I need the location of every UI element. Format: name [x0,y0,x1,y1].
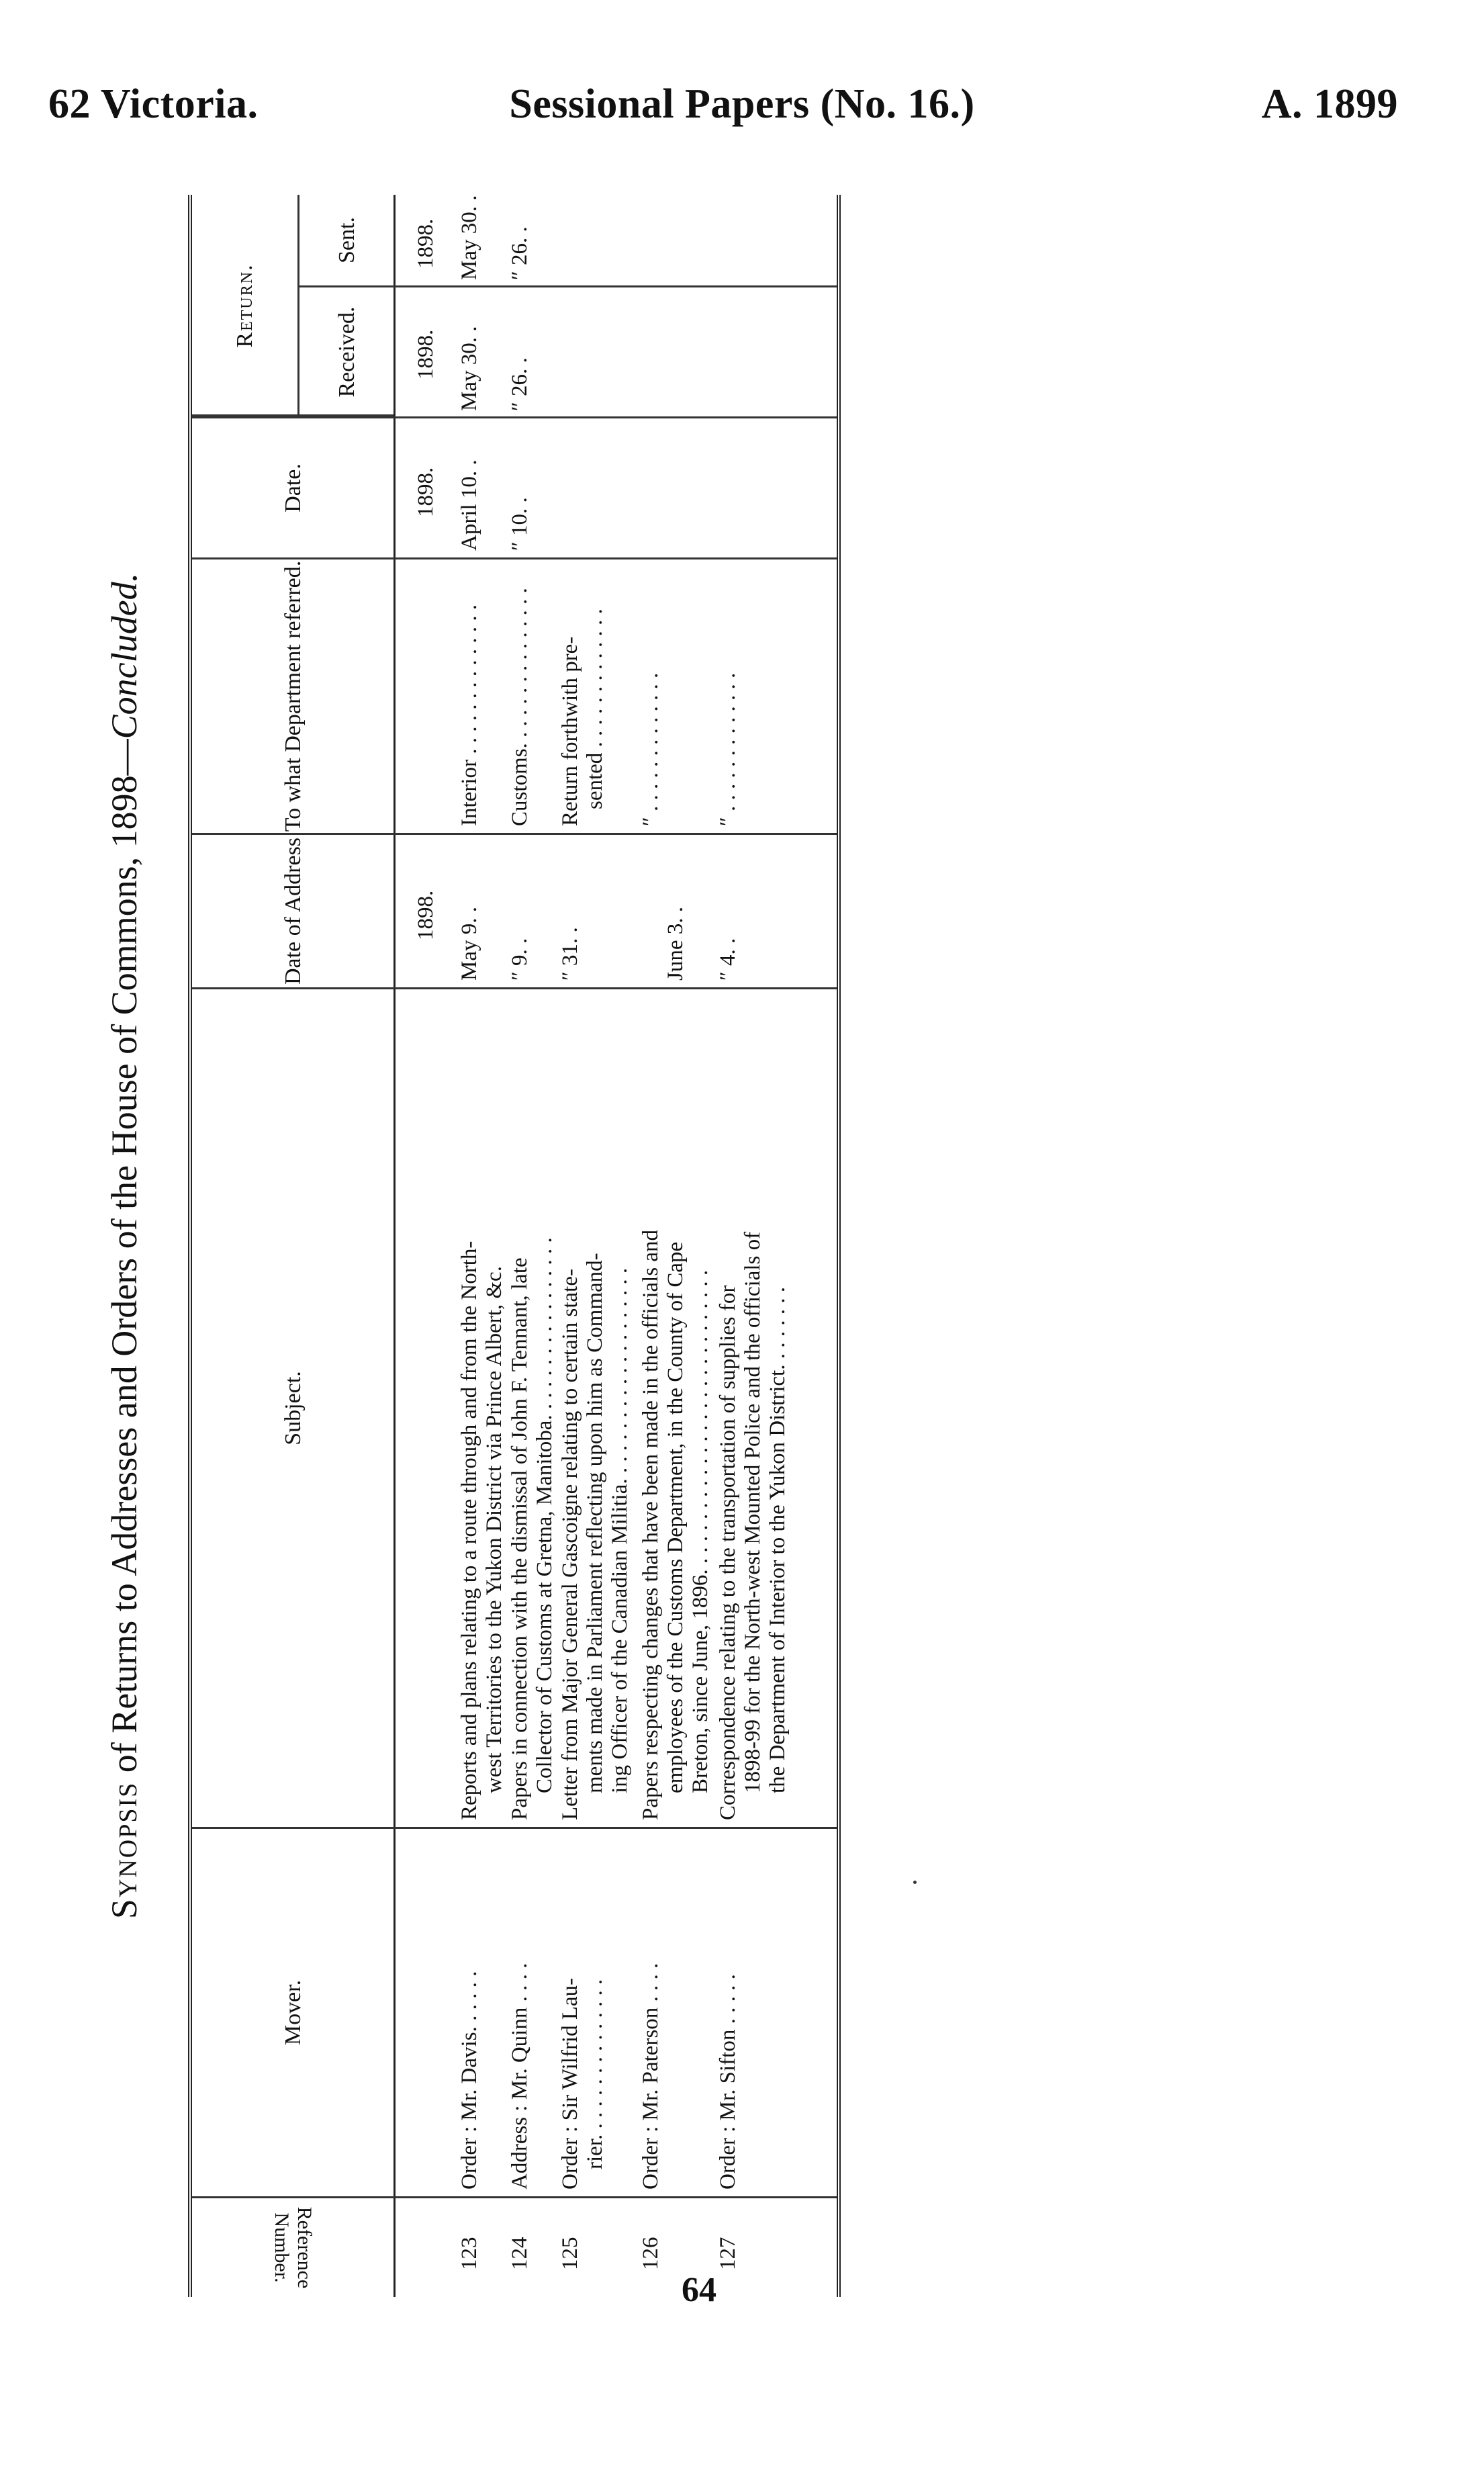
row-date: April 10. . [457,459,481,551]
row-subject: Letter from Major General Gascoigne relating to certain state- [558,1269,582,1820]
row-ref-number: 126 [639,2237,663,2270]
return-divider [192,414,393,416]
row-date-of-address: ″ 31. . [558,927,582,981]
year-received: 1898. [414,329,438,379]
row-department: Return forthwith pre- [558,636,582,826]
col-header-sent: Sent. [334,217,359,263]
col-header-reference: Reference Number. [192,2196,393,2297]
row-subject: Papers in connection with the dismissal of John F. Tennant, late [508,1257,532,1820]
row-mover: rier. . . . . . . . . . . . . . . [583,1979,607,2169]
title-suffix: Concluded. [104,572,144,739]
row-ref-number: 127 [716,2237,740,2270]
row-subject: Papers respecting changes that have been made in the officials and [639,1229,663,1820]
row-subject: Correspondence relating to the transportation of supplies for [716,1285,740,1820]
row-ref-number: 124 [508,2237,532,2270]
col-header-department: To what Department referred. [192,557,393,833]
header-session: 62 Victoria. [48,81,259,127]
row-ref-number: 125 [558,2237,582,2270]
col-header-subject: Subject. [192,987,393,1827]
row-date-of-address: ″ 9. . [508,938,532,981]
speck [913,1881,917,1884]
page-number: 64 [682,2271,716,2309]
header-year: A. 1899 [1261,81,1398,127]
row-subject: west Territories to the Yukon District via Prince Albert, &c. [482,1266,506,1793]
table-title [94,195,154,2297]
row-department: ″ . . . . . . . . . . . . . [716,672,740,826]
row-department: Interior . . . . . . . . . . . . . . [457,604,481,826]
row-date-of-address: June 3. . [663,907,688,981]
row-received: May 30. . [457,326,481,411]
row-received: ″ 26. . [508,357,532,411]
title-prefix: Synopsis [104,1781,144,1920]
row-mover: Order : Mr. Davis. . . . . . [457,1971,481,2190]
row-date: ″ 10. . [508,497,532,551]
year-date: 1898. [414,467,438,517]
row-mover: Order : Mr. Paterson . . . . [639,1963,663,2190]
row-subject: employees of the Customs Department, in the County of Cape [663,1241,688,1793]
col-header-received: Received. [299,285,393,416]
row-date-of-address: ″ 4. . [716,938,740,981]
col-header-mover: Mover. [192,1827,393,2196]
row-subject: ing Officer of the Canadian Militia. . . . . . . . . . . . . . . . . . . . [608,1267,632,1793]
year-sent: 1898. [414,218,438,269]
row-subject: Reports and plans relating to a route through and from the North- [457,1241,481,1820]
row-mover: Order : Sir Wilfrid Lau- [558,1977,582,2190]
row-date-of-address: May 9. . [457,907,481,981]
row-department: Customs. . . . . . . . . . . . . . . [508,588,532,826]
row-department: sented . . . . . . . . . . . . . [583,609,607,809]
row-ref-number: 123 [457,2237,481,2270]
year-date-of-address: 1898. [414,890,438,940]
row-sent: May 30. . [457,195,481,280]
row-department: ″ . . . . . . . . . . . . . [639,672,663,826]
row-mover: Address : Mr. Quinn . . . . [508,1963,532,2190]
row-mover: Order : Mr. Sifton . . . . . [716,1974,740,2190]
title-main: of Returns to Addresses and Orders of the House of Commons, 1898— [104,739,144,1782]
table-header-row [192,195,396,2297]
header-sessional-papers: Sessional Papers (No. 16.) [509,81,975,127]
row-sent: ″ 26. . [508,226,532,280]
col-header-date: Date. [192,416,393,557]
row-subject: Collector of Customs at Gretna, Manitoba. . . . . . . . . . . . . . . . . [532,1237,557,1793]
col-header-return: Return. [192,195,299,416]
row-subject: 1898-99 for the North-west Mounted Police and the officials of [741,1231,765,1793]
col-header-date-of-address: Date of Address [192,833,393,987]
row-subject: the Department of Interior to the Yukon District. . . . . . . . [766,1287,790,1793]
row-subject: Breton, since June, 1896. . . . . . . . . . . . . . . . . . . . . . . . . . . . [688,1269,712,1793]
row-subject: ments made in Parliament reflecting upon him as Command- [583,1253,607,1793]
returns-table [188,195,841,2297]
rotated-table-panel [94,195,853,2297]
